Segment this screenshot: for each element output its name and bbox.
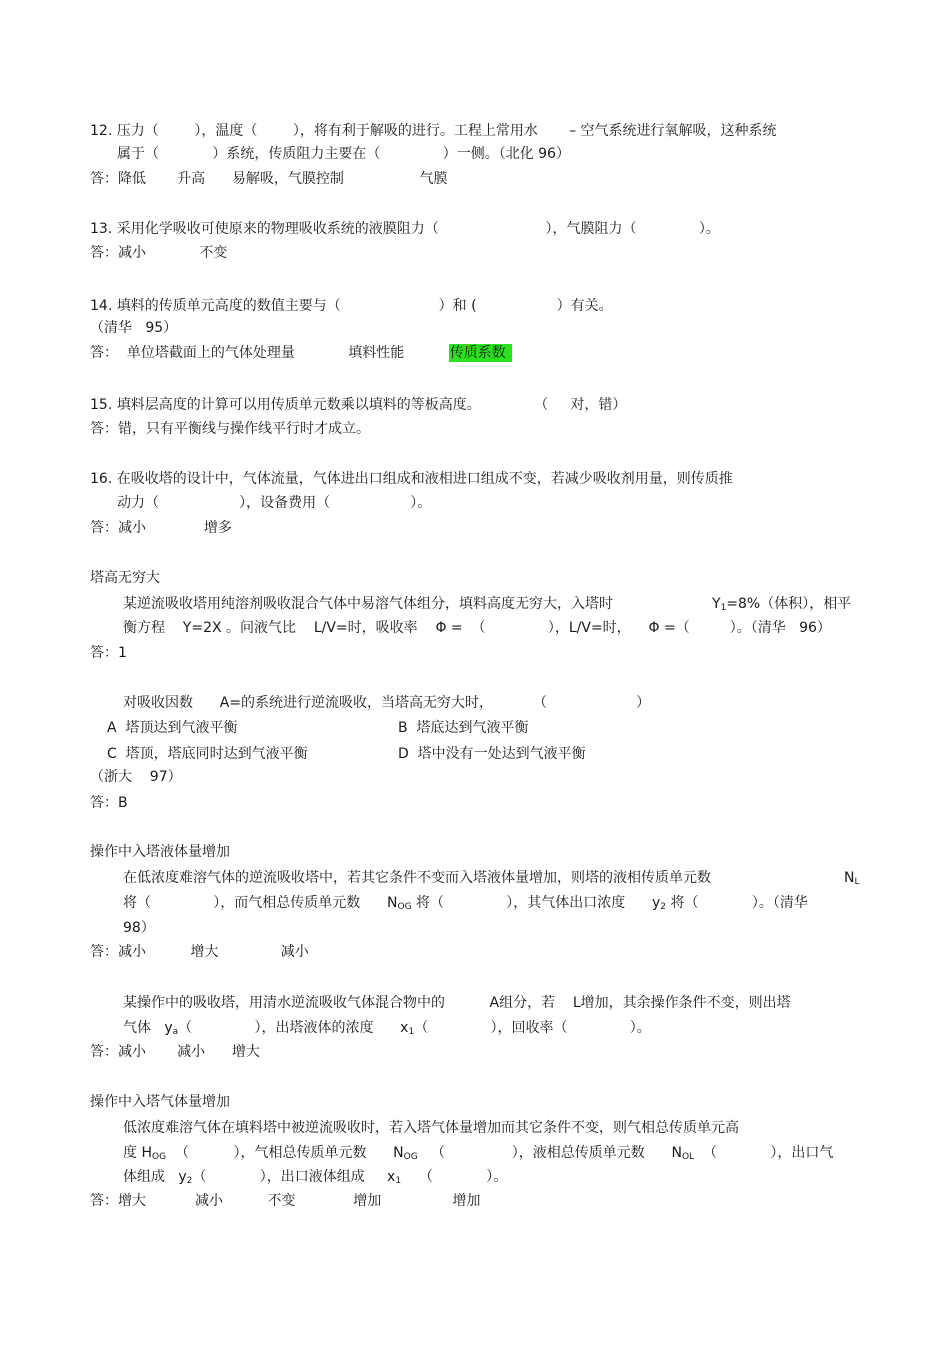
gas-p1-line1: 低浓度难溶气体在填料塔中被逆流吸收时，若入塔气体量增加而其它条件不变，则气相总传质单元高 [123, 1120, 739, 1136]
infinite-p2-answer: 答：B [90, 795, 128, 811]
infinite-p1-line1-right [712, 595, 851, 613]
symbol-Y: Y [712, 596, 721, 612]
section-heading-liquid-increase: 操作中入塔液体量增加 [90, 844, 230, 860]
subscript: OL [681, 1152, 695, 1162]
q16-line2: 动力（ ），设备费用（ ）。 [117, 495, 432, 511]
q16-answer: 答：减小 增多 [90, 520, 232, 536]
infinite-p1-line2: 衡方程 Y=2X 。问液气比 L/V=时，吸收率 Φ = （ ），L/V=时， Φ =（ ）。（清华 96） [123, 620, 831, 636]
infinite-p1-line1-c: =8%（体积），相平 [726, 596, 852, 612]
gas-p1-line3-a: 体组成 y [123, 1169, 187, 1185]
infinite-p1-line1-a: 某逆流吸收塔用纯溶剂吸收混合气体中易溶气体组分，填料高度无穷大，入塔时 [123, 596, 613, 612]
q15-line1: 15. 填料层高度的计算可以用传质单元数乘以填料的等板高度。 （ 对，错） [90, 397, 627, 413]
infinite-p1-line1 [123, 595, 613, 613]
subscript: 2 [186, 1176, 193, 1186]
liquid-p1-line1: 在低浓度难溶气体的逆流吸收塔中，若其它条件不变而入塔液体量增加，则塔的液相传质单元数 [123, 870, 711, 886]
option-b: B 塔底达到气液平衡 [398, 720, 529, 736]
subscript: a [172, 1027, 179, 1037]
subscript: OG [397, 902, 412, 912]
gas-p1-line3-b: （ ），出口液体组成 x [192, 1169, 396, 1185]
liquid-p1-line2 [123, 894, 808, 912]
gas-p1-line2-b: （ ），气相总传质单元数 N [166, 1145, 404, 1161]
infinite-p1-answer: 答：1 [90, 645, 127, 661]
subscript: 1 [720, 603, 727, 613]
liquid-p2-line2-c: （ ），回收率（ ）。 [414, 1020, 651, 1036]
liquid-p2-answer: 答：减小 减小 增大 [90, 1044, 260, 1060]
q14-answer-text: 答： 单位塔截面上的气体处理量 填料性能 [90, 345, 449, 361]
option-c: C 塔顶，塔底同时达到气液平衡 [107, 746, 308, 762]
liquid-p2-line2-a: 气体 y [123, 1020, 173, 1036]
subscript: L [854, 877, 860, 887]
gas-p1-line2-c: （ ），液相总传质单元数 N [417, 1145, 682, 1161]
q15-answer: 答：错，只有平衡线与操作线平行时才成立。 [90, 421, 370, 437]
q14-line1: 14. 填料的传质单元高度的数值主要与（ ）和 ( ）有关。 [90, 298, 613, 314]
symbol-N: N [844, 870, 855, 886]
gas-p1-line2-a: 度 H [123, 1145, 152, 1161]
highlighted-answer: 传质系数 [449, 344, 512, 362]
liquid-p1-answer: 答：减小 增大 减小 [90, 944, 309, 960]
infinite-p2-line1: 对吸收因数 A=的系统进行逆流吸收，当塔高无穷大时， （ ） [123, 695, 651, 711]
liquid-p2-line2-b: （ ），出塔液体的浓度 x [178, 1020, 409, 1036]
option-a: A 塔顶达到气液平衡 [107, 720, 238, 736]
q13-answer: 答：减小 不变 [90, 245, 228, 261]
gas-p1-line3-c: （ ）。 [401, 1169, 508, 1185]
subscript: OG [151, 1152, 167, 1162]
liquid-p1-line2-c: 将（ ）。（清华 [666, 895, 808, 911]
section-heading-infinite-height: 塔高无穷大 [90, 570, 160, 586]
liquid-p1-line3: 98） [123, 920, 155, 936]
liquid-p1-line2-b: 将（ ），其气体出口浓度 y [411, 895, 661, 911]
infinite-p2-source: （浙大 97） [90, 769, 182, 785]
gas-p1-answer: 答：增大 减小 不变 增加 增加 [90, 1193, 481, 1209]
liquid-p1-line2-a: 将（ ），而气相总传质单元数 N [123, 895, 398, 911]
q14-answer [90, 344, 512, 362]
gas-p1-line2 [123, 1144, 833, 1162]
gas-p1-line2-d: （ ），出口气 [694, 1145, 834, 1161]
liquid-p2-line2 [123, 1019, 651, 1037]
liquid-p2-line1: 某操作中的吸收塔，用清水逆流吸收气体混合物中的 A组分，若 L增加，其余操作条件不变，则出塔 [123, 995, 791, 1011]
gas-p1-line3 [123, 1168, 507, 1186]
subscript: 1 [408, 1027, 415, 1037]
option-d: D 塔中没有一处达到气液平衡 [398, 746, 586, 762]
subscript: 1 [395, 1176, 402, 1186]
q12-line2: 属于（ ）系统，传质阻力主要在（ ）一侧。（北化 96） [117, 146, 570, 162]
q12-line1: 12. 压力（ ），温度（ ），将有利于解吸的进行。工程上常用水 – 空气系统进行氧解吸，这种系统 [90, 123, 777, 139]
liquid-p1-line1-symbol [844, 869, 860, 887]
section-heading-gas-increase: 操作中入塔气体量增加 [90, 1094, 230, 1110]
q13-line1: 13. 采用化学吸收可使原来的物理吸收系统的液膜阻力（ ），气膜阻力（ ）。 [90, 221, 720, 237]
subscript: OG [403, 1152, 418, 1162]
subscript: 2 [660, 902, 667, 912]
q16-line1: 16. 在吸收塔的设计中，气体流量，气体进出口组成和液相进口组成不变，若减少吸收剂用量，则传质推 [90, 471, 733, 487]
q12-answer: 答：降低 升高 易解吸，气膜控制 气膜 [90, 171, 448, 187]
q14-line2: （清华 95） [90, 320, 178, 336]
